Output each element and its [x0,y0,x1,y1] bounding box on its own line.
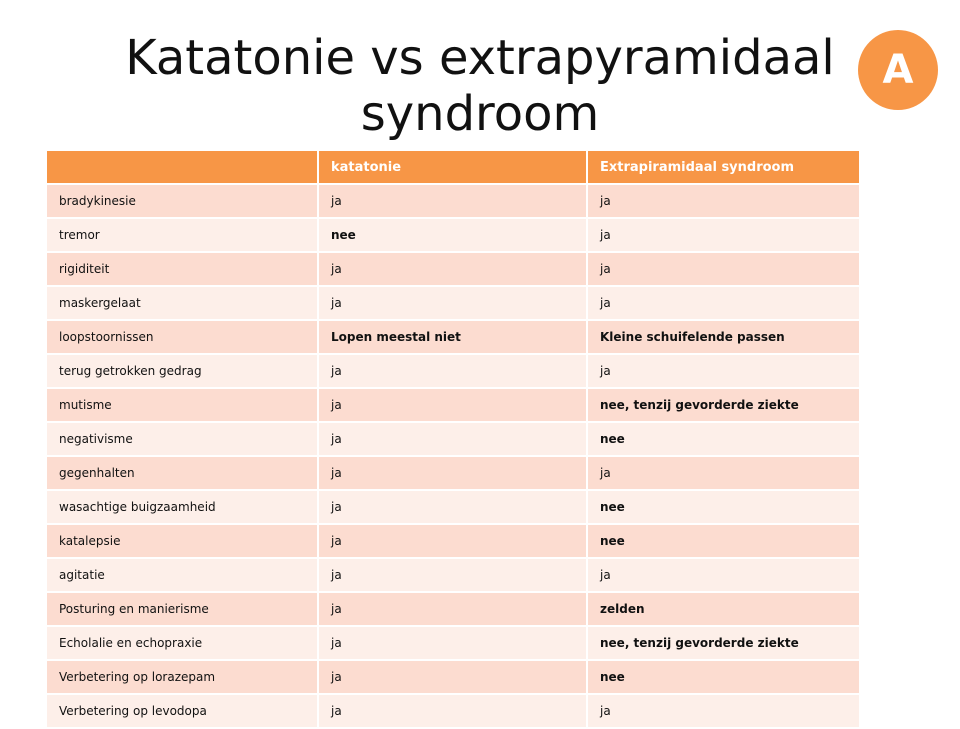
table-row [47,320,859,354]
row-label-cell: rigiditeit [47,252,318,286]
katatonie-cell: ja [318,592,587,626]
row-label-cell: terug getrokken gedrag [47,354,318,388]
katatonie-cell: ja [318,558,587,592]
row-label-cell: agitatie [47,558,318,592]
table-row [47,626,859,660]
table-row [47,694,859,728]
eps-cell: ja [587,456,859,490]
table-row [47,524,859,558]
row-label-cell: Verbetering op lorazepam [47,660,318,694]
eps-cell: ja [587,218,859,252]
table-row [47,660,859,694]
table-row [47,252,859,286]
eps-cell: Kleine schuifelende passen [587,320,859,354]
row-label-cell: mutisme [47,388,318,422]
katatonie-cell: ja [318,660,587,694]
eps-cell: nee, tenzij gevorderde ziekte [587,388,859,422]
katatonie-cell: nee [318,218,587,252]
row-label-cell: Posturing en manierisme [47,592,318,626]
row-label-cell: wasachtige buigzaamheid [47,490,318,524]
row-label-cell: bradykinesie [47,184,318,218]
table-row [47,388,859,422]
row-label-cell: Echolalie en echopraxie [47,626,318,660]
katatonie-cell: ja [318,524,587,558]
katatonie-cell: ja [318,388,587,422]
eps-cell: nee [587,422,859,456]
table-row [47,490,859,524]
katatonie-cell: ja [318,354,587,388]
katatonie-cell: ja [318,694,587,728]
table-row [47,286,859,320]
header-cell-katatonie: katatonie [318,151,587,184]
table-row [47,592,859,626]
row-label-cell: loopstoornissen [47,320,318,354]
katatonie-cell: ja [318,422,587,456]
comparison-table [47,151,859,729]
table-row [47,558,859,592]
eps-cell: nee [587,660,859,694]
katatonie-cell: ja [318,184,587,218]
eps-cell: ja [587,184,859,218]
eps-cell: ja [587,694,859,728]
katatonie-cell: Lopen meestal niet [318,320,587,354]
row-label-cell: gegenhalten [47,456,318,490]
katatonie-cell: ja [318,490,587,524]
eps-cell: ja [587,286,859,320]
katatonie-cell: ja [318,626,587,660]
katatonie-cell: ja [318,456,587,490]
row-label-cell: maskergelaat [47,286,318,320]
table-row [47,218,859,252]
katatonie-cell: ja [318,252,587,286]
eps-cell: nee, tenzij gevorderde ziekte [587,626,859,660]
row-label-cell: Verbetering op levodopa [47,694,318,728]
slide-badge: A [858,30,938,110]
table-row [47,422,859,456]
eps-cell: nee [587,490,859,524]
eps-cell: zelden [587,592,859,626]
table-header-row [47,151,859,184]
slide-title: Katatonie vs extrapyramidaal syndroom [125,30,835,142]
eps-cell: ja [587,558,859,592]
eps-cell: ja [587,354,859,388]
table-row [47,456,859,490]
eps-cell: ja [587,252,859,286]
row-label-cell: tremor [47,218,318,252]
header-cell-eps: Extrapiramidaal syndroom [587,151,859,184]
row-label-cell: katalepsie [47,524,318,558]
katatonie-cell: ja [318,286,587,320]
table-row [47,184,859,218]
row-label-cell: negativisme [47,422,318,456]
eps-cell: nee [587,524,859,558]
header-cell-empty [47,151,318,184]
table-body [47,184,859,728]
table-row [47,354,859,388]
